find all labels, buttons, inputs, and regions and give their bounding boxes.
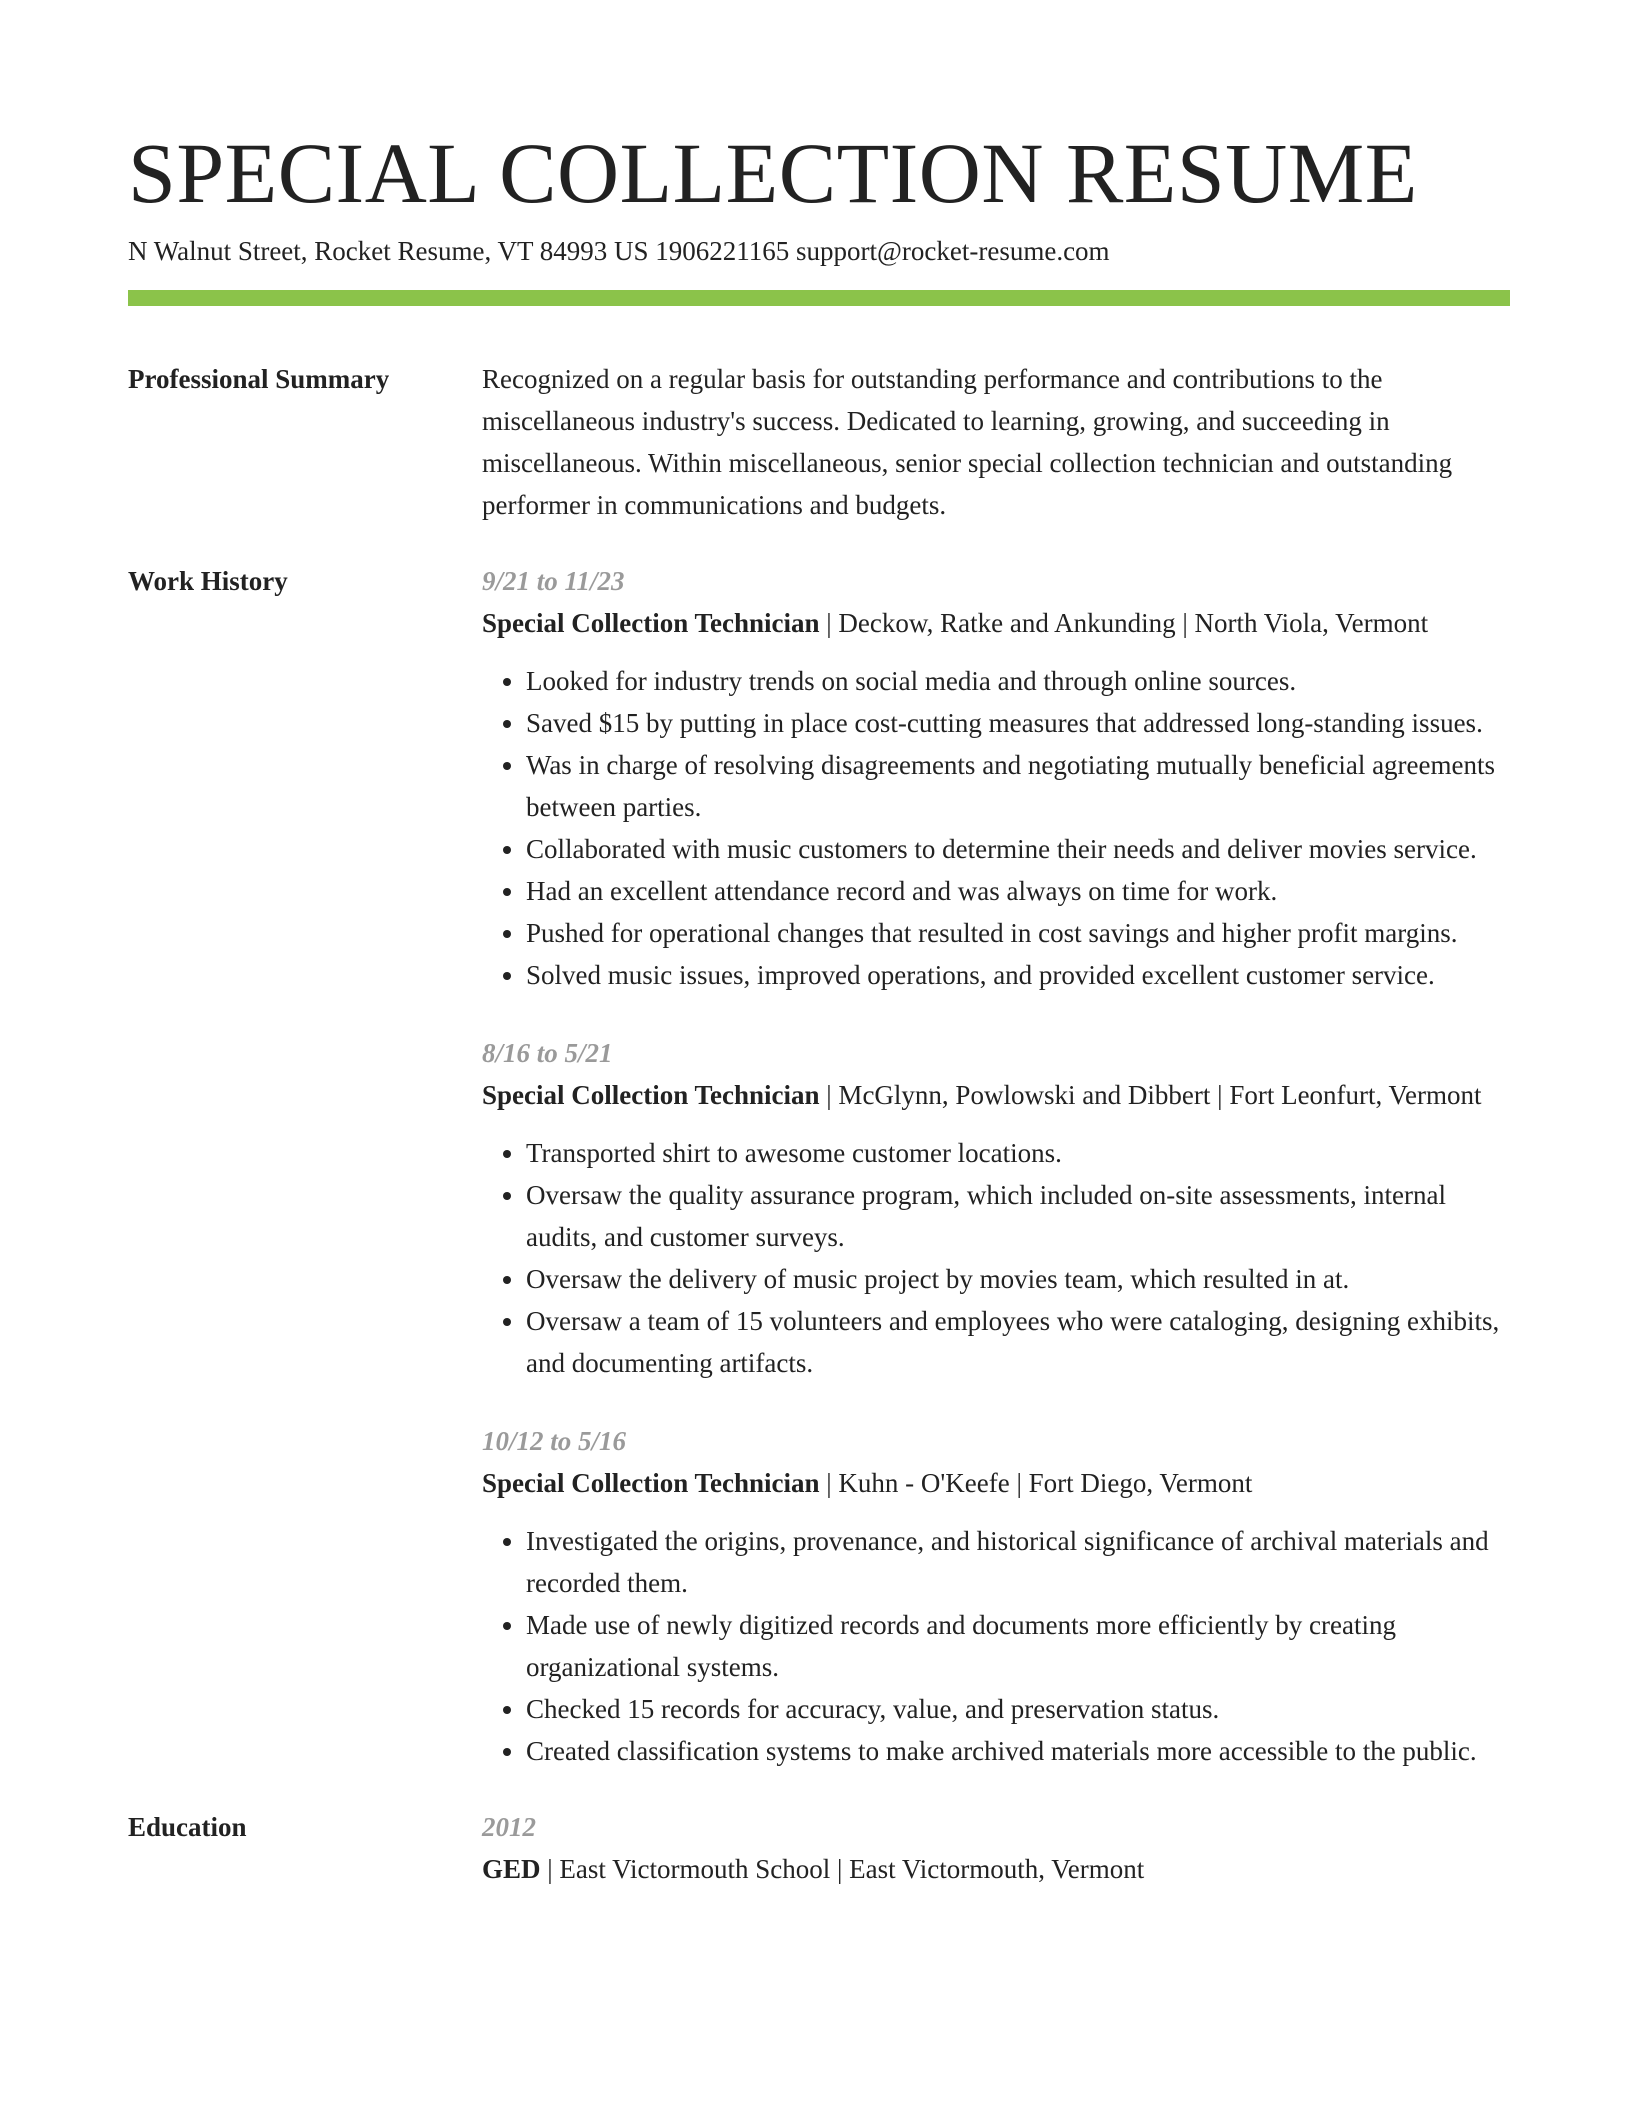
job-heading [482, 1462, 1510, 1504]
education-details: | East Victormouth School | East Victormouth, Vermont [540, 1854, 1145, 1884]
education-degree: GED [482, 1854, 541, 1884]
job-bullet: • Made use of newly digitized records and documents more efficiently by creating organizational systems. [526, 1604, 1510, 1688]
job-bullet: • Oversaw a team of 15 volunteers and employees who were cataloging, designing exhibits, and documenting artifacts. [526, 1300, 1510, 1384]
job-role: Special Collection Technician [482, 1468, 820, 1498]
job-dates: 9/21 to 11/23 [482, 566, 625, 596]
work-history-heading: Work History [128, 566, 288, 596]
job-bullet: • Saved $15 by putting in place cost-cutting measures that addressed long-standing issues. [526, 702, 1510, 744]
summary-section [128, 358, 1510, 526]
job-role: Special Collection Technician [482, 1080, 820, 1110]
job-bullet: • Collaborated with music customers to determine their needs and deliver movies service. [526, 828, 1510, 870]
job-entry [482, 1420, 1510, 1772]
job-heading [482, 1074, 1510, 1116]
job-entry [482, 560, 1510, 996]
education-heading-line [482, 1848, 1510, 1890]
job-dates: 8/16 to 5/21 [482, 1038, 613, 1068]
job-bullet: • Solved music issues, improved operations, and provided excellent customer service. [526, 954, 1510, 996]
resume-page [128, 118, 1510, 1890]
job-details: | McGlynn, Powlowski and Dibbert | Fort Leonfurt, Vermont [819, 1080, 1482, 1110]
job-bullet: • Oversaw the quality assurance program, which included on-site assessments, internal audits, and customer surveys. [526, 1174, 1510, 1258]
job-bullet: • Oversaw the delivery of music project by movies team, which resulted in at. [526, 1258, 1510, 1300]
job-bullets [482, 1132, 1510, 1384]
job-bullet: • Looked for industry trends on social media and through online sources. [526, 660, 1510, 702]
job-details: | Deckow, Ratke and Ankunding | North Viola, Vermont [819, 608, 1429, 638]
job-heading [482, 602, 1510, 644]
job-bullet: • Checked 15 records for accuracy, value, and preservation status. [526, 1688, 1510, 1730]
job-bullet: • Investigated the origins, provenance, and historical significance of archival materials and recorded them. [526, 1520, 1510, 1604]
job-bullet: • Transported shirt to awesome customer locations. [526, 1132, 1510, 1174]
accent-divider [128, 290, 1510, 306]
job-details: | Kuhn - O'Keefe | Fort Diego, Vermont [819, 1468, 1253, 1498]
job-dates: 10/12 to 5/16 [482, 1426, 627, 1456]
summary-heading: Professional Summary [128, 364, 390, 394]
education-section [128, 1806, 1510, 1890]
education-heading: Education [128, 1812, 247, 1842]
job-bullets [482, 1520, 1510, 1772]
resume-title: SPECIAL COLLECTION RESUME [128, 125, 1418, 221]
work-history-section [128, 560, 1510, 1772]
education-entry [482, 1806, 1510, 1890]
job-bullet: • Pushed for operational changes that resulted in cost savings and higher profit margins. [526, 912, 1510, 954]
job-bullet: • Created classification systems to make archived materials more accessible to the public. [526, 1730, 1510, 1772]
job-bullets [482, 660, 1510, 996]
contact-line: N Walnut Street, Rocket Resume, VT 84993 US 1906221165 support@rocket-resume.com [128, 236, 1110, 266]
education-dates: 2012 [482, 1812, 536, 1842]
job-bullet: • Was in charge of resolving disagreements and negotiating mutually beneficial agreements between parties. [526, 744, 1510, 828]
job-entry [482, 1032, 1510, 1384]
job-role: Special Collection Technician [482, 608, 820, 638]
job-bullet: • Had an excellent attendance record and was always on time for work. [526, 870, 1510, 912]
summary-text: Recognized on a regular basis for outstanding performance and contributions to the miscellaneous industry's success. Dedicated to learning, growing, and succeeding in miscellaneous. Within miscellaneous, senior special collection technician and outstanding performer in communications and budgets. [482, 364, 1453, 520]
